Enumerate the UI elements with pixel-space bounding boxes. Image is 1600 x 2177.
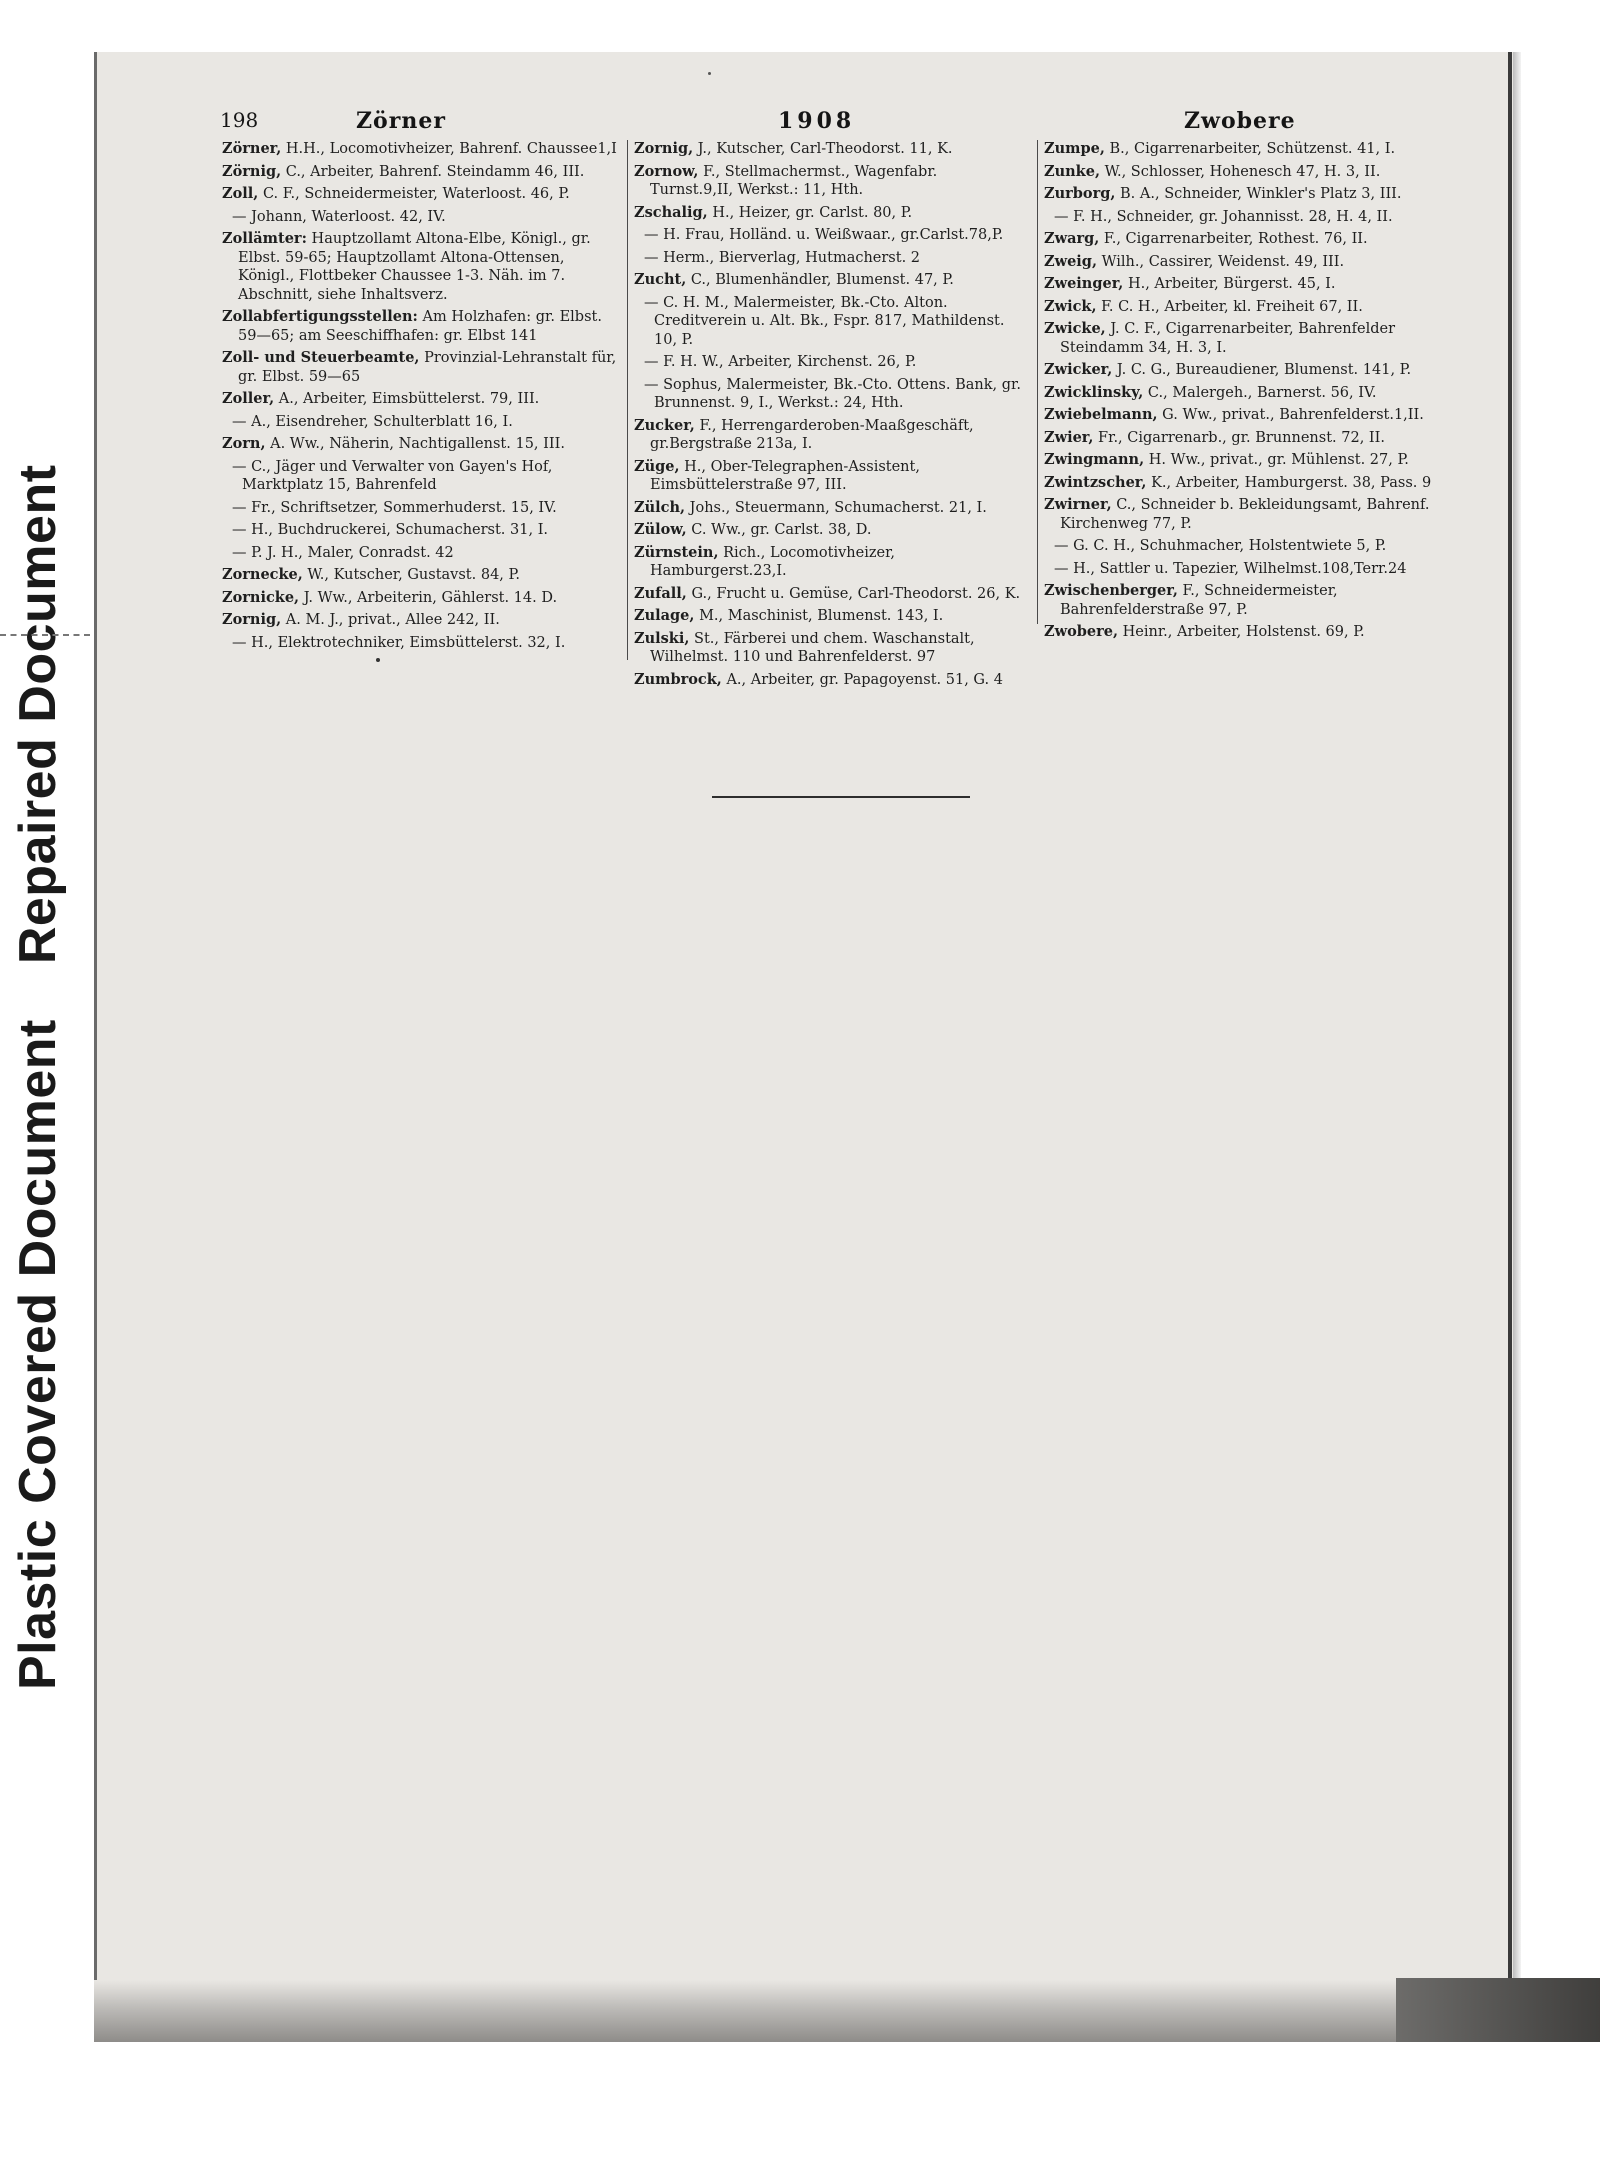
directory-entry (634, 294, 1024, 350)
page-bottom-shadow (94, 1980, 1600, 2042)
entry-surname: Zoll, (222, 185, 259, 202)
directory-entry (222, 499, 620, 518)
entry-details: H., Arbeiter, Bürgerst. 45, I. (1127, 276, 1336, 292)
speck (376, 658, 380, 662)
directory-entry (1044, 253, 1440, 272)
entry-details: Am Holzhafen: gr. Elbst. 59—65; am Seeschiffhafen: gr. Elbst 141 (238, 309, 602, 344)
directory-entry (222, 544, 620, 563)
directory-entry (222, 208, 620, 227)
directory-entry (1044, 429, 1440, 448)
column-rule (627, 140, 628, 660)
page-number: 198 (220, 108, 259, 132)
directory-entry (634, 585, 1024, 604)
directory-entry (634, 353, 1024, 372)
directory-entry (222, 140, 620, 159)
directory-entry (222, 308, 620, 345)
directory-entry (634, 417, 1024, 454)
entry-surname: Zwintzscher, (1044, 473, 1147, 491)
entry-details: Fr., Cigarrenarb., gr. Brunnenst. 72, II. (1098, 429, 1385, 446)
entry-details: St., Färberei und chem. Waschanstalt, Wilhelmst. 110 und Bahrenfelderst. 97 (650, 630, 975, 665)
running-head-right: Zwobere (1184, 108, 1296, 134)
entry-surname: Zornow, (634, 162, 699, 180)
entry-details: K., Arbeiter, Hamburgerst. 38, Pass. 9 (1151, 474, 1432, 491)
entry-surname: Zweig, (1044, 252, 1097, 270)
entry-surname: Zürnstein, (634, 543, 719, 561)
directory-entry (1044, 406, 1440, 425)
directory-entry (1044, 275, 1440, 294)
entry-surname: Zwicker, (1044, 361, 1113, 378)
page-fold-shadow (1513, 52, 1521, 2040)
entry-details: — Fr., Schriftsetzer, Sommerhuderst. 15, IV. (232, 499, 557, 516)
directory-entry (222, 413, 620, 432)
directory-entry (222, 230, 620, 304)
directory-entry (222, 566, 620, 585)
side-label-repaired: Repaired Document (9, 464, 67, 965)
entry-details: F., Stellmachermst., Wagenfabr. Turnst.9,II, Werkst.: 11, Hth. (650, 163, 938, 198)
entry-details: — H., Sattler u. Tapezier, Wilhelmst.108,Terr.24 (1054, 560, 1407, 577)
directory-entry (634, 271, 1024, 290)
entry-details: — C., Jäger und Verwalter von Gayen's Hof, Marktplatz 15, Bahrenfeld (232, 458, 553, 493)
directory-entry (634, 671, 1024, 690)
entry-details: C. Ww., gr. Carlst. 38, D. (691, 522, 872, 538)
entry-surname: Zwarg, (1044, 230, 1100, 247)
entry-details: — G. C. H., Schuhmacher, Holstentwiete 5, P. (1054, 538, 1387, 554)
directory-entry (634, 544, 1024, 581)
entry-surname: Zucker, (634, 416, 695, 434)
running-head-left: Zörner (356, 108, 446, 134)
running-head-year: 1908 (778, 108, 856, 134)
directory-entry (634, 630, 1024, 667)
directory-entry (634, 376, 1024, 413)
entry-details: J., Kutscher, Carl-Theodorst. 11, K. (697, 141, 953, 157)
entry-details: J. C. G., Bureaudiener, Blumenst. 141, P. (1116, 362, 1412, 378)
directory-entry (634, 140, 1024, 159)
end-of-section-rule (712, 796, 970, 798)
entry-details: B., Cigarrenarbeiter, Schützenst. 41, I. (1109, 141, 1396, 157)
directory-entry (634, 607, 1024, 626)
entry-surname: Zulski, (634, 629, 690, 647)
directory-entry (1044, 560, 1440, 579)
entry-details: F., Schneidermeister, Bahrenfelderstraße 97, P. (1060, 583, 1338, 618)
entry-details: B. A., Schneider, Winkler's Platz 3, III. (1120, 186, 1402, 202)
scanner-margin-strip (0, 0, 72, 2177)
entry-details: Rich., Locomotivheizer, Hamburgerst.23,I. (650, 544, 896, 579)
entry-details: — Sophus, Malermeister, Bk.-Cto. Ottens. Bank, gr. Brunnenst. 9, I., Werkst.: 24, Hth. (644, 376, 1021, 411)
directory-entry (634, 458, 1024, 495)
entry-surname: Zollabfertigungsstellen: (222, 308, 418, 325)
side-label (2, 464, 74, 1690)
entry-surname: Zwischenberger, (1044, 582, 1178, 599)
entry-details: C., Malergeh., Barnerst. 56, IV. (1147, 384, 1377, 401)
directory-entry (1044, 623, 1440, 642)
entry-details: Hauptzollamt Altona-Elbe, Königl., gr. Elbst. 59-65; Hauptzollamt Altona-Ottensen, Königl., Flottbeker Chaussee 1-3. Näh. im 7. Abschnitt, siehe Inhaltsverz. (238, 231, 591, 303)
entry-surname: Zoll- und Steuerbeamte, (222, 349, 420, 366)
entry-details: H. Ww., privat., gr. Mühlenst. 27, P. (1148, 452, 1409, 468)
entry-details: H., Heizer, gr. Carlst. 80, P. (712, 204, 913, 221)
entry-details: Provinzial-Lehranstalt für, gr. Elbst. 59—65 (238, 350, 617, 385)
directory-entry (222, 185, 620, 204)
directory-entry (634, 521, 1024, 540)
entry-details: H., Ober-Telegraphen-Assistent, Eimsbüttelerstraße 97, III. (650, 458, 920, 493)
directory-entry (222, 390, 620, 409)
directory-entry (1044, 163, 1440, 182)
entry-details: F., Herrengarderoben-Maaßgeschäft, gr.Bergstraße 213a, I. (650, 417, 974, 452)
directory-entry (634, 163, 1024, 200)
entry-details: F. C. H., Arbeiter, kl. Freiheit 67, II. (1101, 298, 1363, 315)
directory-entry (222, 458, 620, 495)
entry-surname: Zumbrock, (634, 670, 722, 688)
directory-column-2 (634, 140, 1024, 693)
entry-details: A., Arbeiter, Eimsbüttelerst. 79, III. (278, 391, 540, 407)
entry-details: C., Schneider b. Bekleidungsamt, Bahrenf. Kirchenweg 77, P. (1060, 497, 1430, 532)
directory-entry (1044, 361, 1440, 380)
side-label-plastic: Plastic Covered Document (9, 1019, 67, 1690)
entry-details: C. F., Schneidermeister, Waterloost. 46, P. (262, 186, 570, 202)
entry-surname: Zornicke, (222, 588, 300, 606)
entry-surname: Zurborg, (1044, 185, 1116, 202)
entry-details: — C. H. M., Malermeister, Bk.-Cto. Alton. Creditverein u. Alt. Bk., Fspr. 817, Mathildenst. 10, P. (644, 294, 1005, 348)
entry-surname: Zwirner, (1044, 496, 1112, 513)
directory-entry (1044, 451, 1440, 470)
entry-details: — H., Buchdruckerei, Schumacherst. 31, I. (232, 522, 549, 538)
entry-details: Johs., Steuermann, Schumacherst. 21, I. (689, 499, 987, 516)
directory-entry (1044, 496, 1440, 533)
speck (708, 72, 711, 75)
entry-details: — F. H., Schneider, gr. Johannisst. 28, H. 4, II. (1054, 208, 1393, 225)
entry-details: — H. Frau, Holländ. u. Weißwaar., gr.Carlst.78,P. (644, 227, 1004, 243)
entry-surname: Zwingmann, (1044, 451, 1145, 468)
directory-entry (634, 204, 1024, 223)
directory-entry (222, 589, 620, 608)
entry-details: W., Schlosser, Hohenesch 47, H. 3, II. (1104, 163, 1381, 180)
entry-details: A. Ww., Näherin, Nachtigallenst. 15, III. (270, 436, 565, 452)
entry-surname: Zollämter: (222, 230, 307, 247)
entry-surname: Zweinger, (1044, 275, 1124, 292)
directory-entry (1044, 537, 1440, 556)
entry-details: F., Cigarrenarbeiter, Rothest. 76, II. (1103, 231, 1368, 247)
directory-entry (1044, 384, 1440, 403)
entry-surname: Zornecke, (222, 566, 303, 583)
directory-entry (1044, 474, 1440, 493)
directory-entry (634, 249, 1024, 268)
directory-entry (1044, 582, 1440, 619)
entry-details: Wilh., Cassirer, Weidenst. 49, III. (1101, 253, 1345, 270)
entry-details: — P. J. H., Maler, Conradst. 42 (232, 544, 454, 561)
entry-surname: Zornig, (222, 611, 282, 628)
entry-surname: Zülow, (634, 521, 687, 538)
column-rule (1037, 140, 1038, 624)
entry-surname: Zunke, (1044, 162, 1100, 180)
entry-details: — F. H. W., Arbeiter, Kirchenst. 26, P. (644, 354, 917, 370)
entry-details: — Herm., Bierverlag, Hutmacherst. 2 (644, 249, 921, 266)
page-right-edge (1508, 52, 1512, 2040)
entry-surname: Zorn, (222, 435, 266, 452)
directory-entry (222, 435, 620, 454)
dashed-cut-line (0, 634, 90, 636)
directory-entry (1044, 185, 1440, 204)
directory-entry (1044, 230, 1440, 249)
entry-details: A. M. J., privat., Allee 242, II. (285, 612, 500, 628)
entry-surname: Zschalig, (634, 203, 708, 221)
entry-surname: Zwicklinsky, (1044, 383, 1144, 401)
entry-details: J. Ww., Arbeiterin, Gählerst. 14. D. (303, 589, 558, 606)
entry-details: — Johann, Waterloost. 42, IV. (232, 208, 446, 225)
directory-column-1 (222, 140, 620, 656)
entry-details: H.H., Locomotivheizer, Bahrenf. Chaussee1,I (285, 141, 617, 157)
entry-details: A., Arbeiter, gr. Papagoyenst. 51, G. 4 (726, 671, 1003, 688)
directory-entry (222, 634, 620, 653)
entry-details: M., Maschinist, Blumenst. 143, I. (699, 608, 944, 624)
entry-surname: Zulage, (634, 607, 695, 624)
page-corner-shadow (1396, 1978, 1600, 2042)
entry-details: — H., Elektrotechniker, Eimsbüttelerst. 32, I. (232, 634, 566, 651)
entry-details: — A., Eisendreher, Schulterblatt 16, I. (232, 413, 513, 430)
entry-surname: Zucht, (634, 271, 687, 288)
entry-surname: Zwobere, (1044, 623, 1119, 640)
entry-surname: Zornig, (634, 140, 694, 157)
entry-details: J. C. F., Cigarrenarbeiter, Bahrenfelder Steindamm 34, H. 3, I. (1060, 321, 1396, 356)
entry-details: G., Frucht u. Gemüse, Carl-Theodorst. 26, K. (691, 585, 1021, 602)
entry-surname: Zörnig, (222, 162, 282, 180)
entry-surname: Züge, (634, 457, 680, 475)
directory-entry (222, 611, 620, 630)
entry-surname: Zülch, (634, 498, 686, 516)
entry-surname: Zoller, (222, 390, 275, 407)
entry-details: C., Arbeiter, Bahrenf. Steindamm 46, III. (285, 163, 585, 180)
directory-entry (1044, 208, 1440, 227)
directory-entry (1044, 140, 1440, 159)
entry-surname: Zwier, (1044, 428, 1094, 446)
directory-entry (222, 163, 620, 182)
entry-details: C., Blumenhändler, Blumenst. 47, P. (690, 272, 954, 288)
directory-entry (1044, 298, 1440, 317)
entry-details: Heinr., Arbeiter, Holstenst. 69, P. (1122, 624, 1365, 640)
entry-details: G. Ww., privat., Bahrenfelderst.1,II. (1162, 407, 1424, 423)
entry-surname: Zumpe, (1044, 140, 1105, 157)
entry-surname: Zwiebelmann, (1044, 406, 1158, 423)
directory-entry (222, 521, 620, 540)
directory-entry (634, 226, 1024, 245)
directory-entry (222, 349, 620, 386)
directory-column-3 (1044, 140, 1440, 646)
entry-surname: Zwicke, (1044, 320, 1106, 337)
entry-surname: Zwick, (1044, 297, 1097, 315)
directory-entry (634, 499, 1024, 518)
entry-surname: Zörner, (222, 140, 282, 157)
entry-details: W., Kutscher, Gustavst. 84, P. (307, 567, 520, 583)
entry-surname: Zufall, (634, 584, 687, 602)
directory-entry (1044, 320, 1440, 357)
